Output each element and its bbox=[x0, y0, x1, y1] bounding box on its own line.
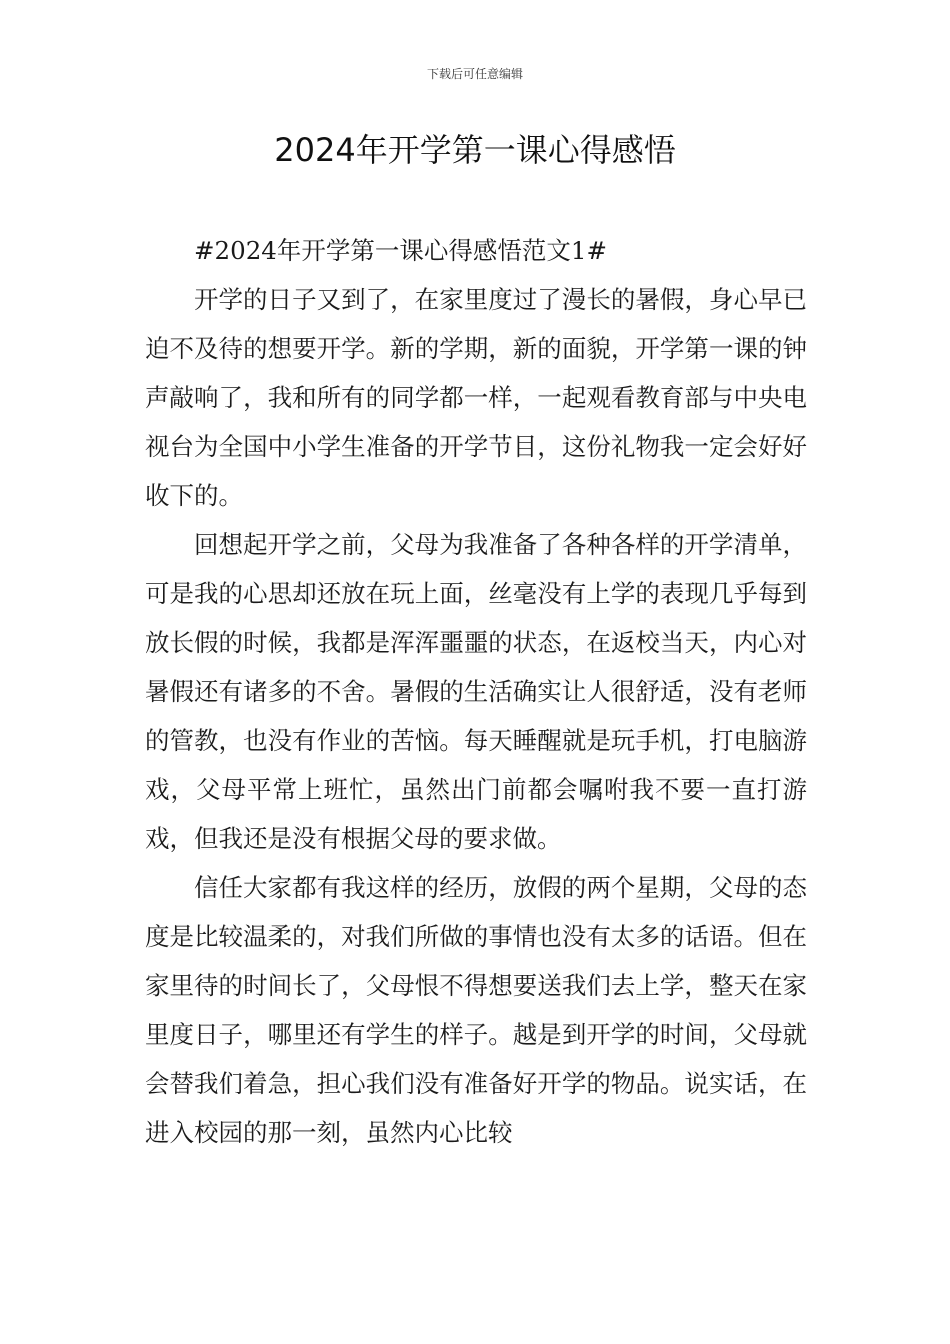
document-title: 2024年开学第一课心得感悟 bbox=[274, 131, 676, 169]
document-body bbox=[145, 226, 807, 1157]
paragraph-3: 信任大家都有我这样的经历，放假的两个星期，父母的态度是比较温柔的，对我们所做的事情也没有太多的话语。但在家里待的时间长了，父母恨不得想要送我们去上学，整天在家里度日子，哪里还有学生的样子。越是到开学的时间，父母就会替我们着急，担心我们没有准备好开学的物品。说实话，在进入校园的那一刻，虽然内心比较 bbox=[145, 873, 807, 1147]
paragraph-2: 回想起开学之前，父母为我准备了各种各样的开学清单，可是我的心思却还放在玩上面，丝毫没有上学的表现几乎每到放长假的时候，我都是浑浑噩噩的状态，在返校当天，内心对暑假还有诸多的不舍。暑假的生活确实让人很舒适，没有老师的管教，也没有作业的苦恼。每天睡醒就是玩手机，打电脑游戏，父母平常上班忙，虽然出门前都会嘱咐我不要一直打游戏，但我还是没有根据父母的要求做。 bbox=[145, 530, 807, 853]
paragraph-1: 开学的日子又到了，在家里度过了漫长的暑假，身心早已迫不及待的想要开学。新的学期，新的面貌，开学第一课的钟声敲响了，我和所有的同学都一样，一起观看教育部与中央电视台为全国中小学生准备的开学节目，这份礼物我一定会好好收下的。 bbox=[145, 285, 807, 510]
header-note: 下载后可任意编辑 bbox=[426, 67, 523, 81]
section-heading: #2024年开学第一课心得感悟范文1# bbox=[194, 236, 607, 265]
